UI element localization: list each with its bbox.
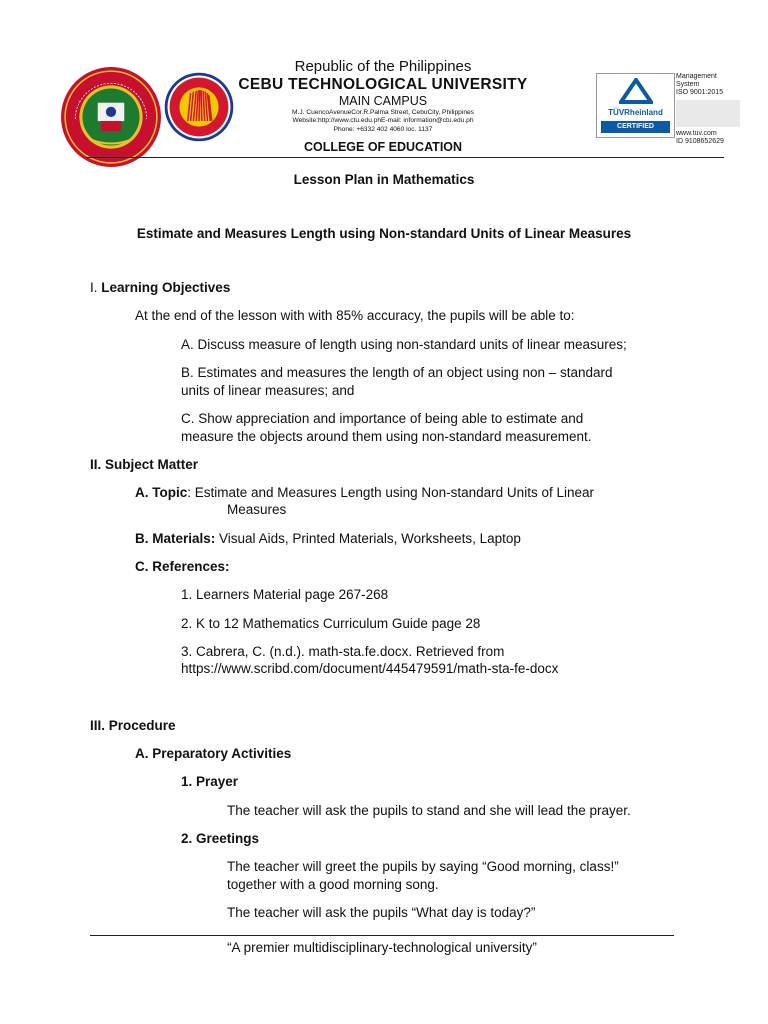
lesson-subtitle: Estimate and Measures Length using Non-standard Units of Linear Measures: [136, 226, 632, 241]
phone-line: Phone: +6332 402 4060 loc. 1137: [333, 125, 433, 133]
tuv-certification-badge: [596, 73, 675, 138]
topic-label: A. Topic: [135, 485, 188, 500]
greetings-heading: 2. Greetings: [181, 831, 260, 846]
reference-1: 1. Learners Material page 267-268: [181, 587, 389, 602]
topic-line: [135, 484, 594, 501]
references-label: C. References:: [135, 559, 230, 574]
reference-3-url: https://www.scribd.com/document/445479591/math-sta-fe-docx: [181, 661, 559, 676]
university-name: CEBU TECHNOLOGICAL UNIVERSITY: [238, 76, 528, 93]
reference-3-line1: 3. Cabrera, C. (n.d.). math-sta.fe.docx. Retrieved from: [181, 644, 505, 659]
website-line: Website:http://www.ctu.edu.phE-mail: information@ctu.edu.ph: [292, 117, 474, 125]
objective-a: A. Discuss measure of length using non-standard units of linear measures;: [181, 337, 627, 352]
footer-divider: [90, 935, 674, 936]
topic-value-cont: Measures: [227, 502, 287, 517]
materials-label: B. Materials:: [135, 531, 216, 546]
tuv-side-line: Management: [676, 73, 717, 80]
tuv-triangle-icon: [619, 78, 653, 104]
tuv-side-line: www.tuv.com: [676, 130, 717, 137]
letterhead: [200, 58, 566, 134]
greeting-text-1: The teacher will greet the pupils by saying “Good morning, class!”: [227, 859, 619, 874]
document-title: Lesson Plan in Mathematics: [293, 172, 475, 187]
objective-b-line2: units of linear measures; and: [181, 383, 355, 398]
objective-c-line1: C. Show appreciation and importance of being able to estimate and: [181, 411, 584, 426]
republic-line: Republic of the Philippines: [294, 58, 472, 75]
tuv-side-line: System: [676, 81, 700, 88]
section-number: I.: [90, 280, 98, 295]
tuv-brand: TÜVRheinland: [608, 108, 663, 117]
tuv-certified-label: CERTIFIED: [601, 121, 670, 133]
address-line: M.J. CuencoAvenueCor.R.Palma Street, CebuCity, Philippines: [292, 109, 474, 116]
objectives-intro: At the end of the lesson with with 85% accuracy, the pupils will be able to:: [135, 308, 575, 323]
tuv-side-line: ISO 9001:2015: [676, 89, 724, 96]
objective-b-line1: B. Estimates and measures the length of an object using non – standard: [181, 365, 613, 380]
footer-motto: “A premier multidisciplinary-technological university”: [227, 940, 537, 955]
topic-value: : Estimate and Measures Length using Non-standard Units of Linear: [187, 485, 594, 500]
prayer-heading: 1. Prayer: [181, 774, 239, 789]
objective-c-line2: measure the objects around them using non-standard measurement.: [181, 429, 592, 444]
tuv-side-line: ID 9108652629: [676, 138, 724, 145]
materials-line: [135, 530, 521, 547]
section-heading-procedure: III. Procedure: [90, 718, 176, 733]
ctu-seal-icon: [60, 66, 162, 168]
preparatory-activities-heading: A. Preparatory Activities: [135, 746, 292, 761]
materials-value: Visual Aids, Printed Materials, Worksheets, Laptop: [215, 531, 521, 546]
section-heading-objectives: [90, 279, 230, 296]
section-title: Learning Objectives: [101, 280, 231, 295]
college-name: COLLEGE OF EDUCATION: [303, 140, 463, 154]
prayer-text: The teacher will ask the pupils to stand and she will lead the prayer.: [227, 803, 631, 818]
section-heading-subject-matter: II. Subject Matter: [90, 457, 199, 472]
greeting-text-2: together with a good morning song.: [227, 877, 439, 892]
greeting-text-3: The teacher will ask the pupils “What day is today?”: [227, 905, 536, 920]
campus-name: MAIN CAMPUS: [338, 94, 428, 108]
header-divider: [86, 157, 724, 158]
reference-2: 2. K to 12 Mathematics Curriculum Guide page 28: [181, 616, 481, 631]
tuv-side-text: [676, 73, 740, 146]
